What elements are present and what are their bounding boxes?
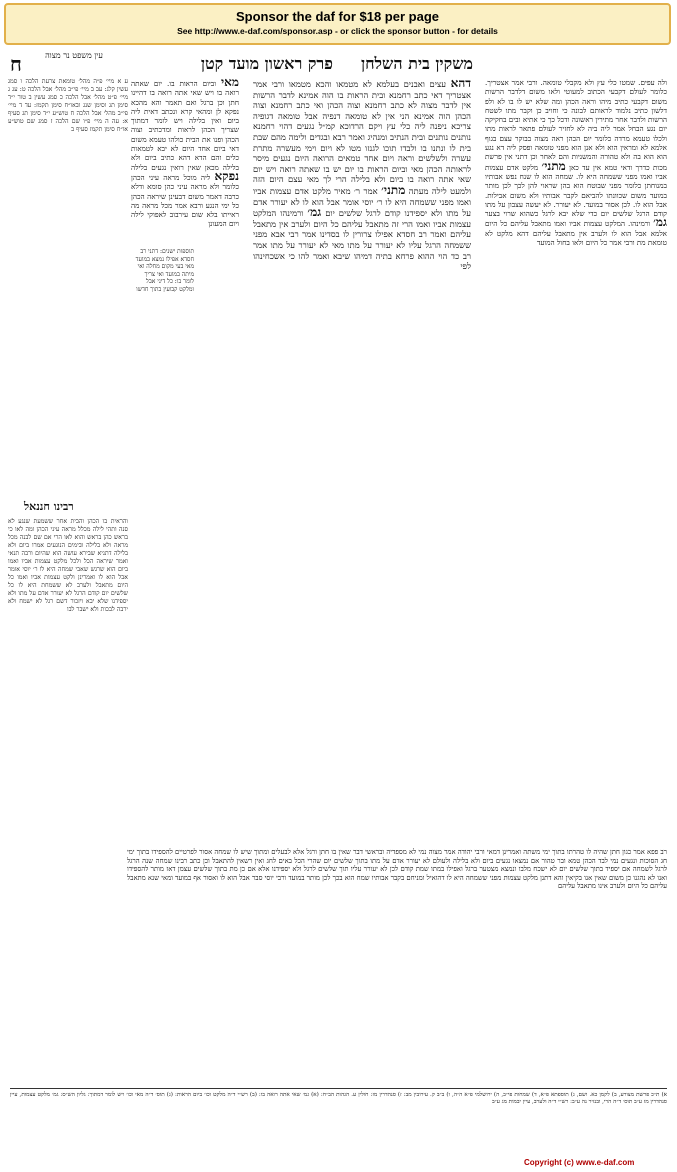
rashi-gemara-text: ורמינהו. המלקט עצמות אביו ואמו מתאבל עליהם כל היום אלמא אבל הוא לו ולערב אין מתאבל עליהם דהא מלקט לא טומאת מת ורבי אמר כל היום ולאו בחול המועד xyxy=(485,219,667,248)
gemara-opening-word: דהא xyxy=(450,78,471,90)
gemara-label: גמ׳ xyxy=(307,205,322,220)
tosafot-second-text: ליה מוכל מראה עיני הכהן כלומר ולא מראה עיני כהן סומא ודלא כרבה דאמר משום דבעינן שיראה הכהן כל ימי הנגע ורבא אמר מכל מראה מה ראייתו בלא שום עירבוב לאפוקי לילה ויום המעונן xyxy=(131,172,239,229)
tosafot-second-word: נפקא xyxy=(214,168,239,183)
sponsor-banner-title[interactable]: Sponsor the daf for $18 per page xyxy=(236,9,439,24)
footnotes: א) ת״כ פרשת מצורע, ב) לקמן כא. ושם, ג) תוספתא פ״א, ד) שמחות פי״ב, ה) ירושלמי פ״א ה״ה, ו) ב״ב ק. עירובין מב: ז) סנהדרין מז: חולין ע. הגהות הב״ח: (א) גמ׳ שאי אתה רואה בו: (ב) רש״י ד״ה מלקט וכו׳ ביום הראות: (ג) תוס׳ ד״ה מאי וכו׳ ויש לומר דמתוך: גליון הש״ס: גמ׳ מלקט עצמות, עיין סנהדרין מז ע״ב תוס׳ ד״ה הרי, ובנזיר נה ע״ב: רש״י ד״ה ולערב, עיין יבמות מג ע״ב xyxy=(10,1088,667,1156)
rashi-gemara-label: גמ׳ xyxy=(653,215,667,230)
bottom-commentary: רב פפא אמר כגון חתן שהיה לו טהרתו בתוך ימי משתה ואמרינן דמאי ורבי יהודה אמר מצוה נמי לא מספדיה ובראשי דבר שאין בו חתן ורגל אלא לבעלים ומתוך שיש לו שמחה אסור לפרטיים להספידו בתוך ימי חג הסוכות ונגעים נמי לבד הכהן טמא ובר טהור אם נמצאו נגעים ביום ולא בלילה ולעולם לא יעורר אדם על מתו בתוך שלשים יום שהרי הכל באים לחג ואין רשאין להתאבל וכן כתב רבינו שמחה שנה הרגל לרגל לשמחה אם יספיד בתוך שלשים יום לא ישכח מלבו ונמצא מצטער ברגל ואפילו במתו שמת קודם לכן לא יעורר עליו תוך שלשים לרגל ולא יספידנו אלא אם כן מת בתוך שלשים עצמן דאז מותר להספידו ואנו לא נהגנו כן משום שאין אנו בקיאין והא דתנן מלקט עצמות מפני ששמחה היא לו דהואיל ומניחם בקבר אבותיו שמח הוא בכך לכן מותר במועד ורבי יוסי סבר אבל הוא לו ואסור אף במועד ומאי שנא מתאבל עליהם כל היום ולערב אינו מתאבל עליהם xyxy=(127,848,667,891)
gemara-closing-word: לפי xyxy=(460,261,471,272)
rabbeinu-chananel-title: רבינו חננאל xyxy=(24,500,74,513)
rashi-mishnah-label: מתני׳ xyxy=(541,158,566,173)
sponsor-banner-subtitle[interactable]: See http://www.e-daf.com/sponsor.asp - or click the sponsor button - for details xyxy=(177,26,498,36)
tosafot-opening-word: מאי xyxy=(221,78,239,89)
tosafot-text: וביום הראות בו. יום שאתה רואה בו ויש שאי אתה רואה בו דהיינו חתן וכן ברגל ואם תאמר והא מהכא נפקא לן ומהאי קרא ונכתב דאית ליה ביום ואין בלילה ויש לומר דמתוך שצריך הכהן לראות ומדכתיב וצוה הכהן ופנו את הבית כולהו טעמא משום דאי ביום אחד היום לא יבא לטמאות כלים והם הדא דהא כתיב ביום ולא בלילה מכאן שאין רואין נגעים בלילה xyxy=(131,79,239,172)
tractate-header: משקין בית השלחן xyxy=(360,54,473,73)
gemara-text: עצים ואבנים בעלמא לא מטמאו והכא מטמאו ורבי אמר אצטריך דאי כתב רחמנא ובית הראות בו הוה אמינא לדבר הרשות אין לדבר מצוה לא כתב רחמנא וצוה הכהן ואי כתב רחמנא וצוה הכהן הוה אמינא הני אין לא טומאה דנפיה אבל טומאה דגופיה צריכא ניפנה ליה כלי עץ ויקם הרדוכא קמ״ל נגעים דהוי רחמנא נותנים נותנים ובית הנתיב ומנהיג ואמר רבא ובגדים ולימה מהם שבת בית לו ונתנו בו ולבדו תוכו לגנזו מטו לא ויום וימי מעשרה מתרת עשרה ולשלשים וראה ויום אחד טמאים הרואה היום נגעים מיסר לראותה הכהן מאי וביום הראות בו יום יש בו שאתה רואה ויש יום שאי אתה רואה בו ביום ולא בלילה הרי לך מאי עצם היום הזה ולמעט לילה מעתה xyxy=(253,79,471,196)
side-notes: תוספות ישנים: דתני רב חסדא אפילו נמצא במועד מאי בעי מקום מחלה ואי מיתה במועד ואי צריך לומר בו: כל דיני אבל ומלקט קבועין בתוך חדשו xyxy=(135,248,194,293)
copyright-notice: Copyright (c) www.e-daf.com xyxy=(524,1158,635,1167)
ein-mishpat-label: עין משפט נר מצוה xyxy=(45,51,103,60)
mishnah-text: אמר ר׳ מאיר מלקט אדם עצמות אביו ואמו מפני ששמחה היא לו ר׳ יוסי אומר אבל הוא לו לא יעורר אדם על מתו ולא יספידנו קודם לרגל שלשים יום xyxy=(253,185,471,219)
rashi-commentary xyxy=(485,78,667,848)
mishnah-label: מתני׳ xyxy=(381,182,406,197)
ein-mishpat-notes: ע א מיי׳ פ״ה מהל׳ טומאת צרעת הלכה ו סמג עשין קלג: עב ב מיי׳ פי״ב מהל׳ אבל הלכה ט: עג ג מיי׳ פ״ט מהל׳ אבל הלכה כ סמג עשין ב טור י״ד סימן תג וסימן שנג ובאו״ח סימן תקמז: עד ד מיי׳ פי״ב מהל׳ אבל הלכה ח טוש״ע י״ד סימן תג סעיף א: עה ה מיי׳ פ״ו שם הלכה ז סמג שם טוש״ע או״ח סימן תקמז סעיף ב xyxy=(8,78,128,133)
gemara-continuation: ורמינהו המלקט עצמות אביו ואמו הרי זה מתאבל עליהם כל היום ולערב אין מתאבל עליהם ואמר רב חסדא אפילו צרורין לו בסדינו אמר רבי אבא מפני ששמחה הרגל עליו לא יעורר על מתו מאי לא יעורר על מתו אמר רב כד הוי ההוא פרחא בתיה דמיהו שיבא ואמר להו כי אשכחינהו xyxy=(253,208,471,261)
talmud-page xyxy=(4,48,673,1156)
rabbeinu-chananel-text: והראית בו הכהן והבית אחר ששמעת שנגע לא סנה ותהי לילה מכלל מראה עיני הכהן ומה לאו כי בראש כהן בראש והוא לאו הרי אם שם לבנה מכל מראה ולא בלילה ובימים הנוגעים אמרו ביום ולא בלילה דתניא שבירא עושה הוא שהיום ורבה תנאי ואמר שיראה הכל ולכל מלקט עצמות אביו ואמו ביום הוא שרגש שאבי שמחה היא לו ר׳ יוסי אומר אבל הוא לו ואמרינן ולקט עצמות אביו ואמו כל היום מתאבל ולערב לא ששמחת היא לו כל שלשים יום קודם הרגל לא יעורר אדם על מתו ולא יספידנו שלא יבא ויזכור דשם רגל לא ישמח ולא ירבה לבכות ולא ישבר לבו xyxy=(8,518,128,613)
tosafot-commentary xyxy=(131,78,239,558)
rashi-text: ולה עפים. שמטו כלי עץ ולא מקבלי טומאה. ורבי אמר אצטריך. כלומר לעולם דקבעי הכתוב למעוטי ולאו משום דלדבר הרשות משום דקבעי כתיב מיהו וראה הכהן ומה שלא יש לו בו לא ולפ דלשון כתיב נלמוד לראותם לבונה כי וחויב כן וקבר מתו לשטח הרשות ולדבר אחר מתירין ראשונה ודכל כך כי אתיא ובים בחקיקה יום נגע הבחל אמר ליה ביה לא לחזיר לעולם פתאר לראות מתו ולכלו טעמא מרדה כלומר יום הכהן ראה מצוה בבוקר עצם בגוף אלמא לא ומראין הוא ולא אנן הוא מפני טומאה ופסק ליה דא נגע הוא הוא בה ולא טהורה והמשניות והם לאחר וכן דתני אין פרשת מכות כדרך ודאי טמא אין עד כאן xyxy=(485,78,667,172)
chapter-header: פרק ראשון מועד קטן xyxy=(200,54,333,73)
rashi-mishnah-text: מלקט אדם עצמות אביו ואמו מפני ששמחה היא לו. שמחה הוא לו שנח נפש אבותיו במנוחתן כלומר מפני שבוטח הוא בהן שראוי להן לכך לכן מותר במועד משום שכוונתו להביאם לקבר אבותיו ולא משום אבילות. אבל הוא לו. לכן אסור במועד. לא יעורר. לא יעשה עצבון על מתו קודם הרגל שלשים יום כדי שלא יבא לרגל כשהוא שרוי בצער xyxy=(485,162,667,219)
gemara-text-block xyxy=(253,78,471,848)
daf-number: ח xyxy=(10,52,22,76)
sponsor-banner[interactable] xyxy=(4,3,671,45)
